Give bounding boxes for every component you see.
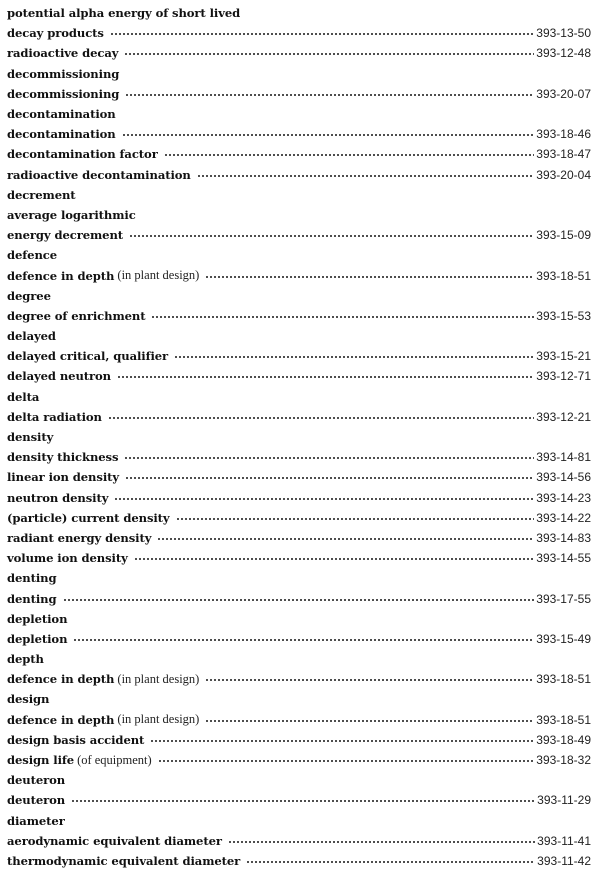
dot-leader xyxy=(205,679,534,681)
entry-term: delta xyxy=(7,389,40,404)
entry-reference: 393-11-29 xyxy=(537,793,591,808)
entry-term: thermodynamic equivalent diameter xyxy=(7,853,241,868)
index-entry xyxy=(7,225,593,245)
entry-term: decontamination xyxy=(7,107,116,122)
entry-term: deuteron xyxy=(7,793,66,808)
index-entry xyxy=(7,669,593,689)
index-entry xyxy=(7,851,593,871)
index-entry xyxy=(7,488,593,508)
entry-term: depletion xyxy=(7,631,68,646)
entry-term: decommissioning xyxy=(7,66,120,81)
entry-reference: 393-17-55 xyxy=(536,591,591,606)
entry-term: radiant energy density xyxy=(7,530,152,545)
index-entry xyxy=(7,447,593,467)
entry-term: delta radiation xyxy=(7,409,102,424)
dot-leader xyxy=(71,800,535,802)
index-heading xyxy=(7,387,593,407)
dot-leader xyxy=(158,760,535,762)
index-list xyxy=(7,3,593,871)
index-entry xyxy=(7,629,593,649)
entry-term: denting xyxy=(7,571,57,586)
index-heading xyxy=(7,3,593,23)
index-heading xyxy=(7,689,593,709)
index-entry xyxy=(7,346,593,366)
entry-reference: 393-18-47 xyxy=(536,147,591,162)
index-entry xyxy=(7,790,593,810)
entry-term: radioactive decontamination xyxy=(7,167,191,182)
entry-term: (particle) current density xyxy=(7,510,170,525)
entry-reference: 393-18-49 xyxy=(536,732,591,747)
index-entry xyxy=(7,548,593,568)
index-heading xyxy=(7,770,593,790)
entry-qualifier: (of equipment) xyxy=(77,752,152,767)
entry-reference: 393-18-46 xyxy=(536,127,591,142)
dot-leader xyxy=(150,740,534,742)
index-entry xyxy=(7,710,593,730)
entry-term: potential alpha energy of short lived xyxy=(7,6,241,21)
index-entry xyxy=(7,23,593,43)
entry-term: density xyxy=(7,430,54,445)
entry-term: decontamination xyxy=(7,127,116,142)
index-heading xyxy=(7,245,593,265)
dot-leader xyxy=(197,175,535,177)
entry-qualifier: (in plant design) xyxy=(117,671,200,686)
entry-term: design life xyxy=(7,753,75,768)
entry-reference: 393-15-09 xyxy=(536,228,591,243)
dot-leader xyxy=(125,477,534,479)
entry-term: volume ion density xyxy=(7,551,128,566)
index-heading xyxy=(7,649,593,669)
entry-reference: 393-11-41 xyxy=(537,833,591,848)
index-entry xyxy=(7,588,593,608)
index-entry xyxy=(7,730,593,750)
entry-term: diameter xyxy=(7,813,65,828)
entry-qualifier: (in plant design) xyxy=(117,268,200,283)
entry-term: linear ion density xyxy=(7,470,120,485)
index-heading xyxy=(7,811,593,831)
entry-reference: 393-14-23 xyxy=(536,490,591,505)
dot-leader xyxy=(174,356,534,358)
index-entry xyxy=(7,84,593,104)
index-heading xyxy=(7,326,593,346)
entry-reference: 393-12-71 xyxy=(536,369,591,384)
dot-leader xyxy=(110,33,534,35)
entry-term: defence in depth xyxy=(7,712,115,727)
entry-term: energy decrement xyxy=(7,228,124,243)
entry-term: decrement xyxy=(7,187,76,202)
entry-term: depletion xyxy=(7,611,68,626)
index-entry xyxy=(7,407,593,427)
entry-term: decommissioning xyxy=(7,86,120,101)
index-entry xyxy=(7,306,593,326)
index-entry xyxy=(7,124,593,144)
dot-leader xyxy=(124,457,534,459)
entry-term: delayed xyxy=(7,329,56,344)
entry-reference: 393-15-21 xyxy=(536,349,591,364)
entry-term: delayed critical, qualifier xyxy=(7,349,169,364)
index-heading xyxy=(7,609,593,629)
index-entry xyxy=(7,265,593,285)
dot-leader xyxy=(157,538,534,540)
dot-leader xyxy=(124,53,534,55)
dot-leader xyxy=(108,417,534,419)
entry-reference: 393-12-48 xyxy=(536,46,591,61)
entry-reference: 393-20-07 xyxy=(536,86,591,101)
dot-leader xyxy=(122,134,535,136)
dot-leader xyxy=(73,639,534,641)
entry-reference: 393-18-51 xyxy=(536,712,591,727)
index-entry xyxy=(7,467,593,487)
entry-term: denting xyxy=(7,591,57,606)
entry-term: density thickness xyxy=(7,450,119,465)
dot-leader xyxy=(164,154,535,156)
entry-reference: 393-14-81 xyxy=(536,450,591,465)
dot-leader xyxy=(63,599,535,601)
entry-reference: 393-11-42 xyxy=(537,853,591,868)
index-heading xyxy=(7,205,593,225)
entry-reference: 393-18-51 xyxy=(536,672,591,687)
entry-term: neutron density xyxy=(7,490,109,505)
dot-leader xyxy=(228,841,535,843)
entry-reference: 393-14-55 xyxy=(536,551,591,566)
entry-term: defence xyxy=(7,248,58,263)
entry-term: degree xyxy=(7,288,51,303)
dot-leader xyxy=(176,518,535,520)
entry-term: deuteron xyxy=(7,773,66,788)
entry-term: average logarithmic xyxy=(7,207,136,222)
index-heading xyxy=(7,104,593,124)
entry-term: radioactive decay xyxy=(7,46,119,61)
entry-term: design xyxy=(7,692,50,707)
entry-reference: 393-13-50 xyxy=(536,26,591,41)
entry-reference: 393-18-32 xyxy=(536,753,591,768)
entry-term: depth xyxy=(7,652,44,667)
index-entry xyxy=(7,750,593,770)
dot-leader xyxy=(129,235,534,237)
entry-reference: 393-18-51 xyxy=(536,268,591,283)
index-entry xyxy=(7,366,593,386)
entry-term: defence in depth xyxy=(7,672,115,687)
index-entry xyxy=(7,144,593,164)
dot-leader xyxy=(114,498,534,500)
entry-term: design basis accident xyxy=(7,732,145,747)
index-heading xyxy=(7,64,593,84)
entry-reference: 393-12-21 xyxy=(536,409,591,424)
dot-leader xyxy=(134,558,535,560)
dot-leader xyxy=(151,316,534,318)
index-heading xyxy=(7,568,593,588)
index-entry xyxy=(7,43,593,63)
entry-term: degree of enrichment xyxy=(7,308,146,323)
index-entry xyxy=(7,528,593,548)
entry-reference: 393-14-22 xyxy=(536,510,591,525)
entry-reference: 393-15-49 xyxy=(536,631,591,646)
index-heading xyxy=(7,427,593,447)
entry-reference: 393-14-56 xyxy=(536,470,591,485)
entry-reference: 393-14-83 xyxy=(536,530,591,545)
entry-term: defence in depth xyxy=(7,268,115,283)
entry-reference: 393-20-04 xyxy=(536,167,591,182)
entry-term: delayed neutron xyxy=(7,369,112,384)
dot-leader xyxy=(205,276,534,278)
dot-leader xyxy=(117,376,534,378)
entry-term: aerodynamic equivalent diameter xyxy=(7,833,222,848)
index-entry xyxy=(7,165,593,185)
index-heading xyxy=(7,185,593,205)
dot-leader xyxy=(205,720,534,722)
index-heading xyxy=(7,286,593,306)
entry-qualifier: (in plant design) xyxy=(117,712,200,727)
dot-leader xyxy=(246,861,535,863)
entry-reference: 393-15-53 xyxy=(536,308,591,323)
entry-term: decay products xyxy=(7,26,104,41)
entry-term: decontamination factor xyxy=(7,147,158,162)
dot-leader xyxy=(125,94,534,96)
index-entry xyxy=(7,831,593,851)
index-entry xyxy=(7,508,593,528)
